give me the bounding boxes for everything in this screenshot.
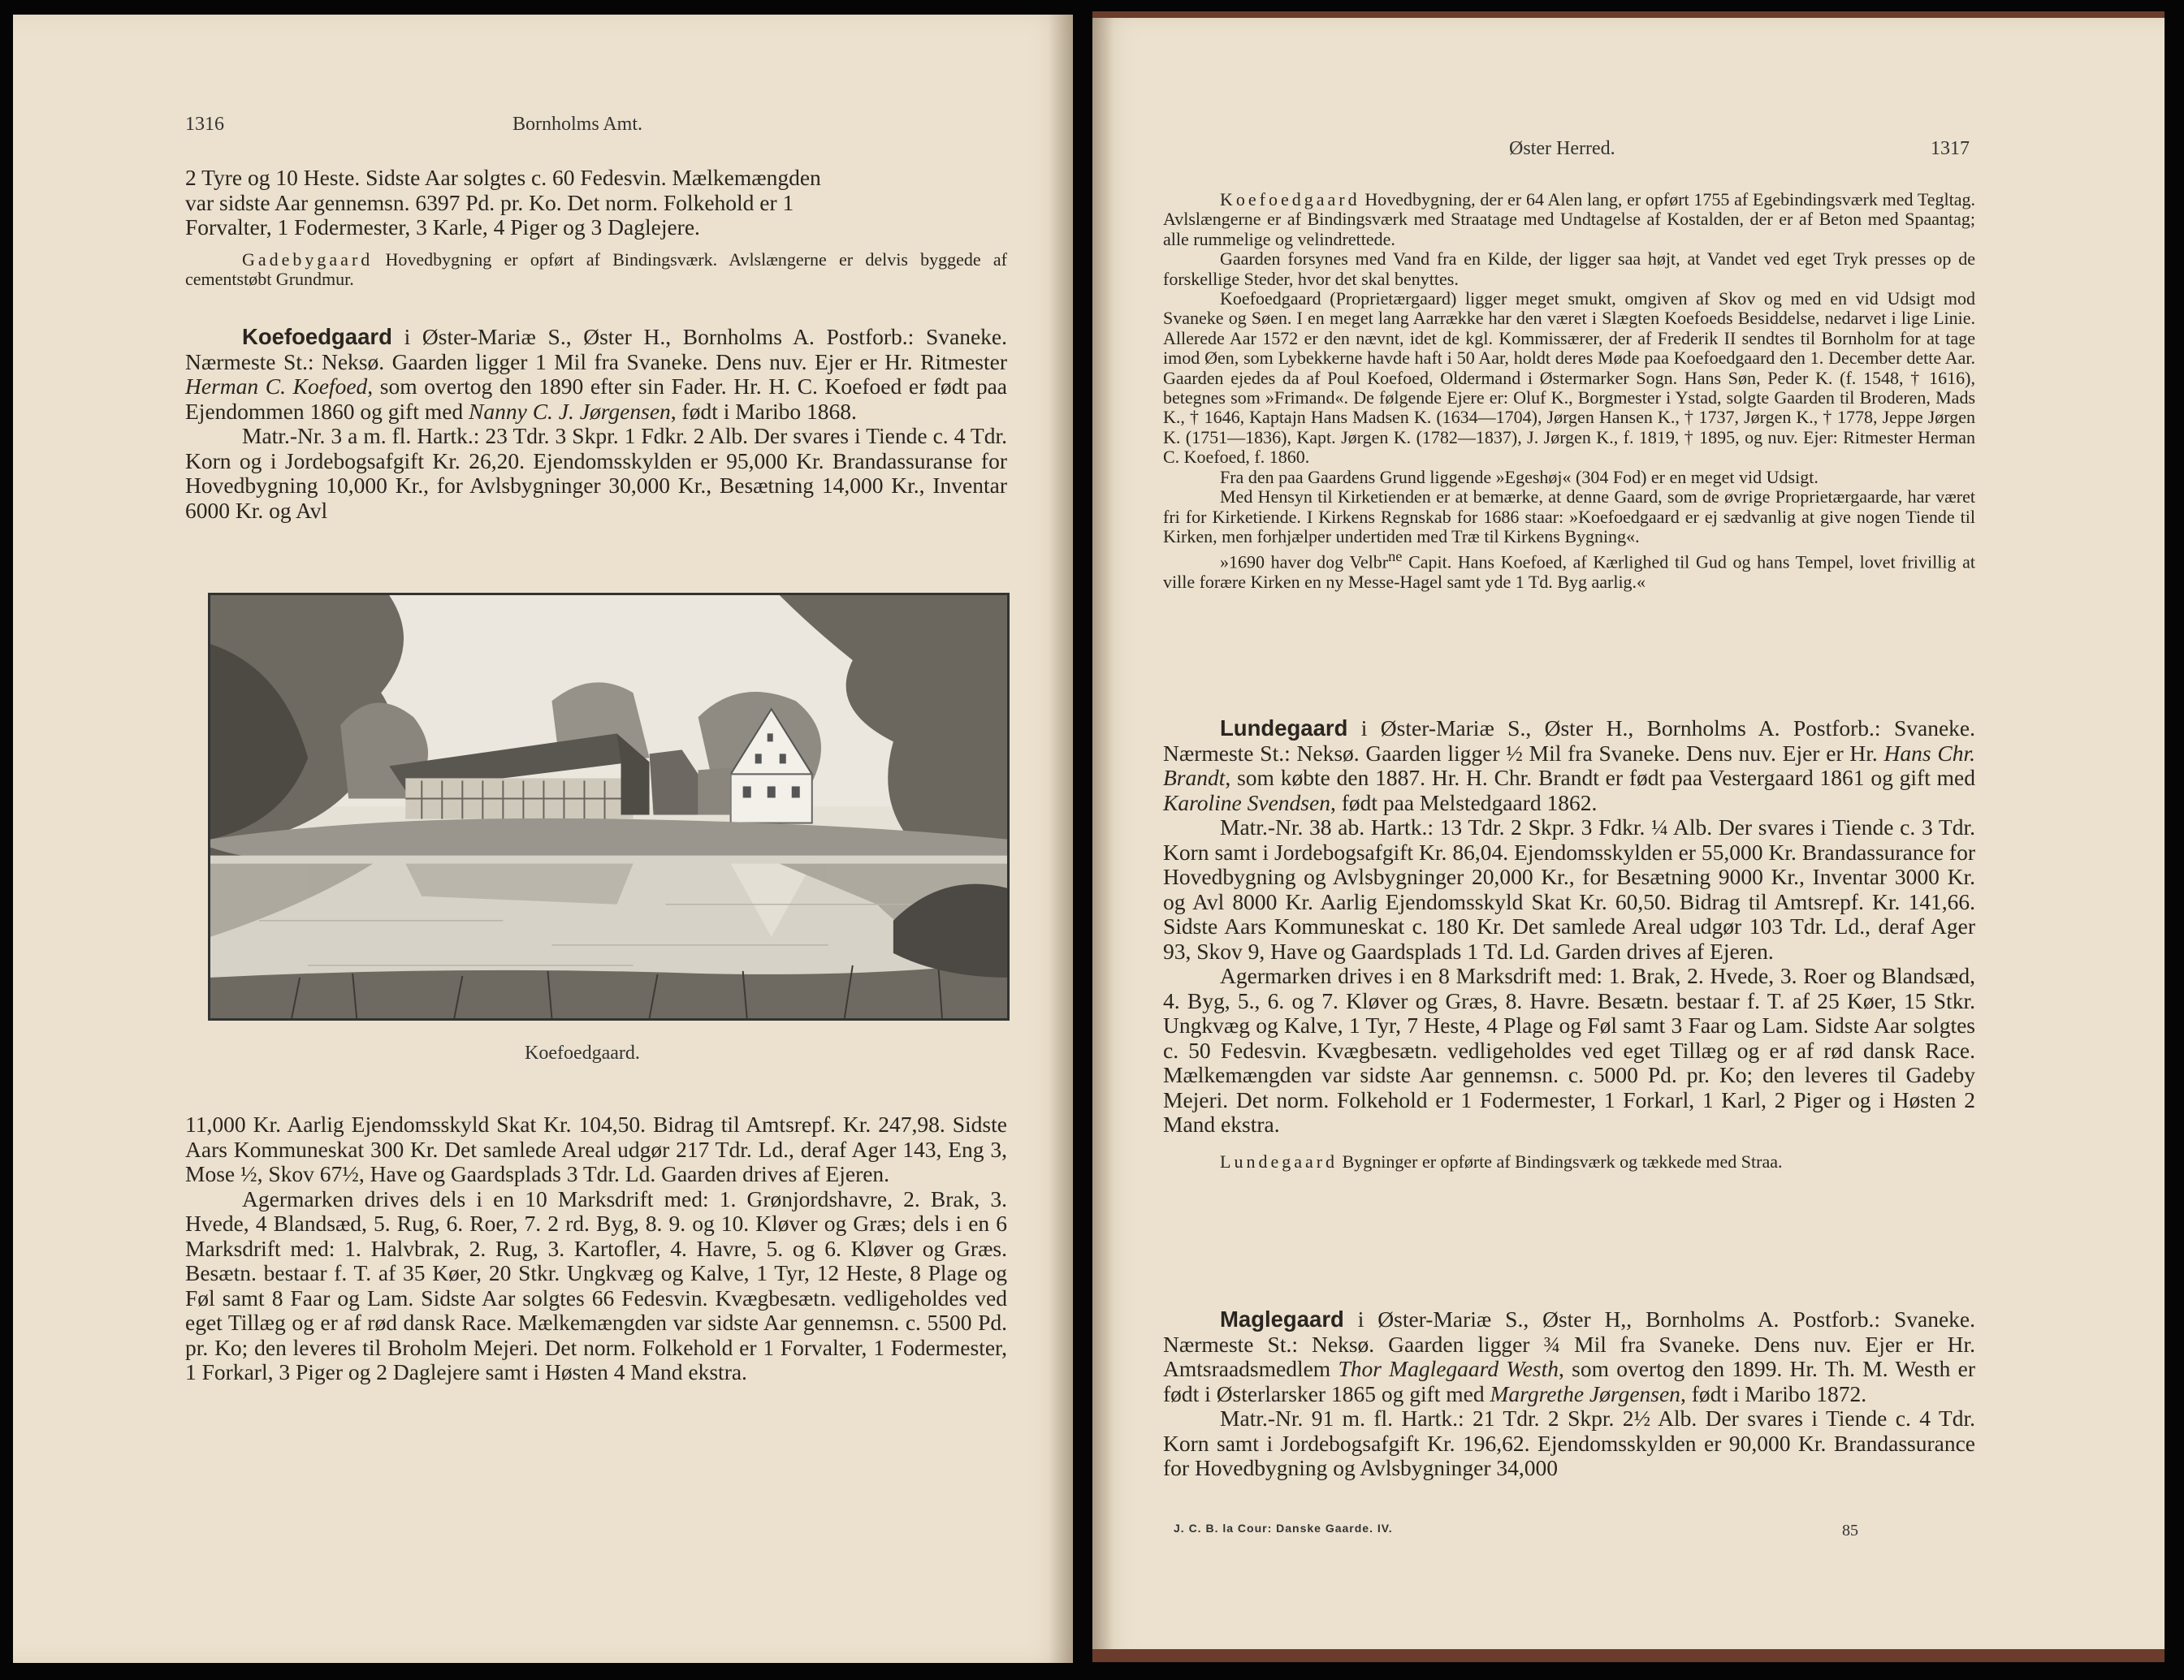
koefoedgaard-entry: Koefoedgaard i Øster-Mariæ S., Øster H., Bornholms A. Postforb.: Svaneke. Nærmeste St.: Neksø. Gaarden ligger 1 Mil fra Svaneke. Dens nuv. Ejer er Hr. Ritmester Herman C. Koefoed, som overtog den 1890 efter sin Fader. Hr. H. C. Koefoed er født paa Ejendommen 1860 og gift med Nanny C. J. Jørgensen, født i Maribo 1868. [185,324,1008,424]
koefoedgaard-illustration [208,593,1010,1021]
running-head-right: Øster Herred. [1509,138,1615,159]
page-number-right: 1317 [1931,138,1970,159]
lundegaard-matr: Matr.-Nr. 38 ab. Hartk.: 13 Tdr. 2 Skpr. 3 Fdkr. ¼ Alb. Der svares i Tiende c. 3 Tdr. Korn samt i Jordebogsafgift Kr. 86,04. Ejendomsskylden er 55,000 Kr. Brandassurance for Hovedbygning og Avlsbygninger 20,000 Kr., for Besætning 9000 Kr., Inventar 3000 Kr. og Avl 8000 Kr. Aarlig Ejendomsskyld Skat Kr. 60,50. Bidrag til Amtsrepf. Kr. 141,66. Sidste Aars Kommuneskat c. 180 Kr. Det samlede Areal udgør 103 Tdr. Ld., deraf Ager 93, Skov 9, Have og Gaardsplads 1 Td. Ld. Garden drives af Ejeren. [1163,814,1975,964]
lundegaard-section [1163,716,1975,1172]
entry-title: Lundegaard [1220,715,1348,741]
entry-title: Maglegaard [1220,1306,1344,1332]
history-paragraph: Med Hensyn til Kirketienden er at bemærke, at denne Gaard, som de øvrige Proprietærgaarde, har været fri for Kirketiende. I Kirkens Regnskab for 1686 staar: »Koefoedgaard er ej sædvanlig at give nogen Tiende til Kirken, men forhjælper undertiden med Træ til Kirkens Bygning«. [1163,486,1975,546]
lundegaard-entry: Lundegaard i Øster-Mariæ S., Øster H., Bornholms A. Postforb.: Svaneke. Nærmeste St.: Neksø. Gaarden ligger ½ Mil fra Svaneke. Dens nuv. Ejer er Hr. Hans Chr. Brandt, som købte den 1887. Hr. H. Chr. Brandt er født paa Vestergaard 1861 og gift med Karoline Svendsen, født paa Melstedgaard 1862. [1163,715,1976,815]
history-paragraph: Gaarden forsynes med Vand fra en Kilde, der ligger saa højt, at Vandet ved eget Tryk presses op de forskellige Steder, hvor det skal benyttes. [1163,248,1975,289]
page-number-left: 1316 [185,114,224,135]
text-line: 2 Tyre og 10 Heste. Sidste Aar solgtes c. 60 Fedesvin. Mælkemængden [185,165,821,190]
left-text-bottom [185,1112,1007,1385]
history-paragraph: Koefoedgaard (Proprietærgaard) ligger meget smukt, omgiven af Skov og med en vid Udsigt mod Svaneke og Søen. I en meget lang Aarrække har den været i Slægten Koefoeds Besiddelse, nedarvet i lige Linie. Allerede Aar 1572 er den nævnt, idet de kgl. Kommissærer, der af Frederik II sendtes til Bornholm for at tage imod Øen, som Lybekkerne havde haft i 50 Aar, holdt deres Møde paa Koefoedgaard den 1. December dette Aar. Gaarden ejedes da af Poul Koefoed, Oldermand i Østermarker Sogn. Hans Søn, Peder K. (f. 1548, † 1616), betegnes som »Frimand«. De følgende Ejere er: Oluf K., Borgmester i Ystad, solgte Gaarden til Broderen, Mads K., † 1646, Kaptajn Hans Madsen K. (1634—1704), Jørgen Hansen K., † 1737, Jørgen K., † 1778, Jeppe Jørgen K. (1751—1836), Kapt. Jørgen K. (1782—1837), J. Jørgen K., f. 1819, † 1895, og nuv. Ejer: Ritmester Herman C. Koefoed, f. 1860. [1163,288,1975,468]
koefoedgaard-agermarken: Agermarken drives dels i en 10 Marksdrift med: 1. Grønjordshavre, 2. Brak, 3. Hvede, 4 Blandsæd, 5. Rug, 6. Roer, 7. 2 rd. Byg, 8. 9. og 10. Kløver og Græs; dels i en 6 Marksdrift med: 1. Halvbrak, 2. Rug, 3. Kartofler, 4. Havre, 5. og 6. Kløver og Græs. Besætn. bestaar f. T. af 35 Køer, 20 Stkr. Ungkvæg og Kalve, 1 Tyr, 12 Heste, 8 Plage og Føl samt 8 Faar og Lam. Sidste Aar solgtes 66 Fedesvin. Kvægbesætn. vedligeholdes ved eget Tillæg og er af rød dansk Race. Mælkemængden var sidste Aar gennemsn. c. 5500 Pd. pr. Ko; den leveres til Broholm Mejeri. Det norm. Folkehold er 1 Forvalter, 1 Fodermester, 1 Forkarl, 3 Piger og 2 Daglejere samt i Høsten 4 Mand ekstra. [185,1186,1007,1384]
illustration-caption: Koefoedgaard. [525,1043,640,1064]
footer-source: J. C. B. la Cour: Danske Gaarde. IV. [1174,1522,1393,1535]
left-text-top [185,166,1007,523]
gadebygaard-note: Gadebygaard Hovedbygning er opført af Bindingsværk. Avlslængerne er delvis byggede af cementstøbt Grundmur. [185,248,1007,289]
maglegaard-entry: Maglegaard i Øster-Mariæ S., Øster H,, Bornholms A. Postforb.: Svaneke. Nærmeste St.: Neksø. Gaarden ligger ¾ Mil fra Svaneke. Dens nuv. Ejer er Hr. Amtsraadsmedlem Thor Maglegaard Westh, som overtog den 1899. Hr. Th. M. Westh er født i Østerlarsker 1865 og gift med Margrethe Jørgensen, født i Maribo 1872. [1163,1306,1976,1406]
signature-number: 85 [1842,1522,1858,1540]
koefoedgaard-history [1163,190,1975,592]
lundegaard-agermarken: Agermarken drives i en 8 Marksdrift med: 1. Brak, 2. Hvede, 3. Roer og Blandsæd, 4. Byg, 5., 6. og 7. Kløver og Græs, 8. Havre. Besætn. bestaar f. T. af 25 Køer, 15 Stkr. Ungkvæg og Kalve, 1 Tyr, 7 Heste, 4 Plage og Føl samt 3 Faar og Lam. Sidste Aar solgtes c. 50 Fedesvin. Kvægbesætn. vedligeholdes ved eget Tillæg og er af rød dansk Race. Mælkemængden var sidste Aar gennemsn. c. 5000 Pd. pr. Ko; den leveres til Gadeby Mejeri. Det norm. Folkehold er 1 Fodermester, 1 Forkarl, 1 Karl, 2 Piger og i Høsten 2 Mand ekstra. [1163,963,1975,1137]
koefoedgaard-continued: 11,000 Kr. Aarlig Ejendomsskyld Skat Kr. 104,50. Bidrag til Amtsrepf. Kr. 247,98. Sidste Aars Kommuneskat 300 Kr. Det samlede Areal udgør 217 Tdr. Ld., deraf Ager 143, Eng 3, Mose ½, Skov 67½, Have og Gaardsplads 3 Tdr. Ld. Gaarden drives af Ejeren. [185,1112,1007,1186]
farm-pond-illustration [210,595,1007,1018]
left-page [13,15,1073,1663]
history-paragraph: »1690 haver dog Velbr$^{ne}$ Capit. Hans Koefoed, af Kærlighed til Gud og hans Tempel, lovet frivillig at ville forære Kirken en ny Messe-Hagel samt yde 1 Td. Byg aarlig.« [1163,548,1975,593]
running-head-left: Bornholms Amt. [512,114,643,135]
history-paragraph: Koefoedgaard Hovedbygning, der er 64 Alen lang, er opført 1755 af Egebindingsværk med Tegltag. Avlslængerne er af Bindingsværk med Straatage med Undtagelse af Kostalden, der er af Beton med Spaantag; alle rummelige og velindrettede. [1163,189,1975,249]
text-line: var sidste Aar gennemsn. 6397 Pd. pr. Ko. Det norm. Folkehold er 1 [185,189,794,215]
koefoedgaard-matr: Matr.-Nr. 3 a m. fl. Hartk.: 23 Tdr. 3 Skpr. 1 Fdkr. 2 Alb. Der svares i Tiende c. 4 Tdr. Korn og i Jordebogsafgift Kr. 26,20. Ejendomsskylden er 95,000 Kr. Brandassuranse for Hovedbygning 10,000 Kr., for Avlsbygninger 30,000 Kr., Besætning 14,000 Kr., Inventar 6000 Kr. og Avl [185,423,1007,523]
history-paragraph: Fra den paa Gaardens Grund liggende »Egeshøj« (304 Fod) er en meget vid Udsigt. [1220,466,1819,487]
maglegaard-section [1163,1307,1975,1481]
lundegaard-note: Lundegaard Bygninger er opførte af Bindingsværk og tækkede med Straa. [1220,1151,1783,1172]
right-page [1092,18,2165,1662]
text-line: Forvalter, 1 Fodermester, 3 Karle, 4 Piger og 3 Daglejere. [185,214,700,240]
entry-title: Koefoedgaard [242,324,392,350]
maglegaard-matr: Matr.-Nr. 91 m. fl. Hartk.: 21 Tdr. 2 Skpr. 2½ Alb. Der svares i Tiende c. 4 Tdr. Korn samt i Jordebogsafgift Kr. 196,62. Ejendomsskylden er 90,000 Kr. Brandassurance for Hovedbygning og Avlsbygninger 34,000 [1163,1406,1975,1480]
